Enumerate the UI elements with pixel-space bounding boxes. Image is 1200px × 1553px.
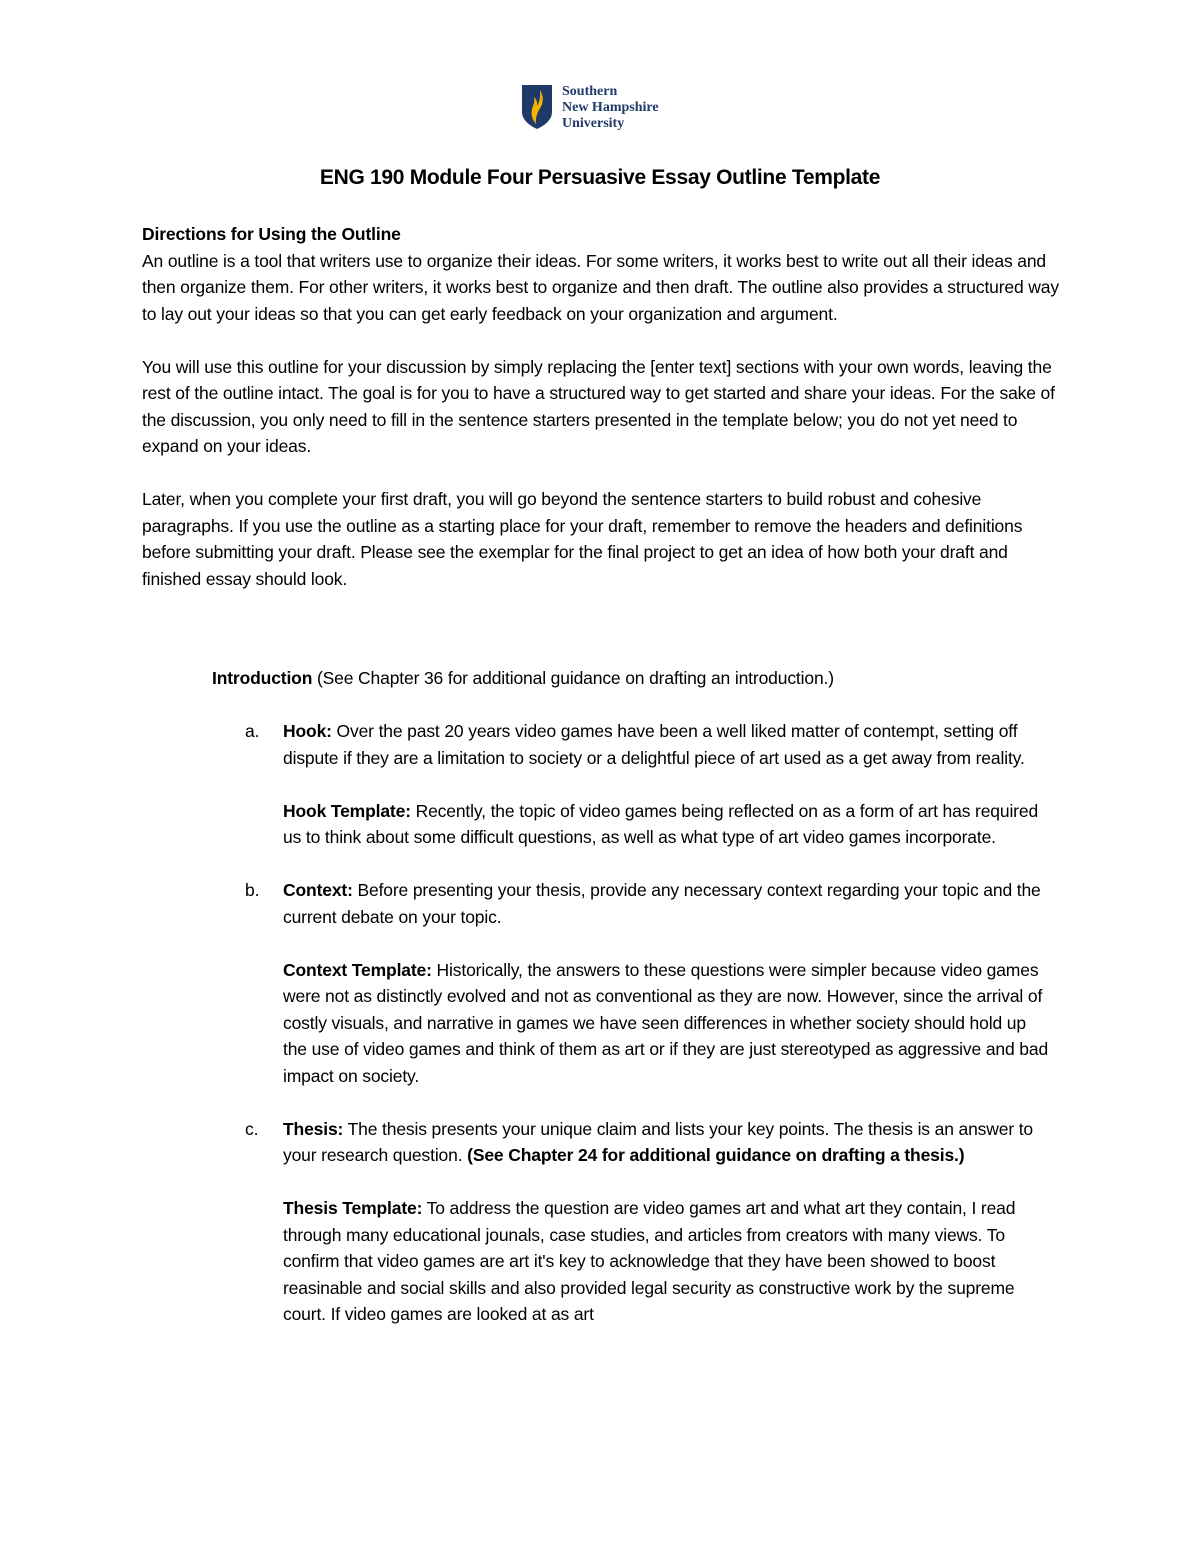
logo-line-1: Southern (562, 84, 618, 99)
context-template-label: Context Template: (283, 959, 432, 980)
logo-line-2: New Hampshire (562, 100, 659, 115)
thesis-label: Thesis: (283, 1118, 344, 1139)
thesis-template-label: Thesis Template: (283, 1198, 423, 1218)
introduction-label: Introduction (212, 668, 313, 688)
logo-wordmark (562, 84, 659, 132)
context-text: Before presenting your thesis, provide any necessary context regarding your topic and the current debate on your topic. (283, 880, 1041, 927)
hook-text: Over the past 20 years video games have been a well liked matter of contempt, setting off dispute if they are a limitation to society or a delightful piece of art used as a get away from reality. (283, 721, 1025, 768)
list-marker: b. (245, 880, 260, 900)
list-marker: c. (245, 1118, 259, 1139)
context-label: Context: (283, 880, 353, 900)
context-paragraph (283, 877, 1053, 930)
directions-heading: Directions for Using the Outline (142, 224, 401, 244)
hook-template-paragraph (283, 798, 1053, 851)
hook-template-label: Hook Template: (283, 800, 411, 821)
university-logo (521, 84, 691, 134)
hook-paragraph (283, 718, 1053, 771)
introduction-note: (See Chapter 36 for additional guidance on drafting an introduction.) (312, 668, 834, 688)
directions-paragraph: You will use this outline for your discussion by simply replacing the [enter text] sections with your own words, leaving the rest of the outline intact. The goal is for you to have a structured way to get started and share your ideas. For the sake of the discussion, you only need to fill in the sentence starters presented in the template below; you do not yet need to expand on your ideas. (142, 356, 1055, 456)
page-title: ENG 190 Module Four Persuasive Essay Outline Template (319, 166, 881, 189)
thesis-template-paragraph (283, 1195, 1053, 1328)
list-marker: a. (245, 721, 260, 741)
outline-item-thesis (245, 1116, 1060, 1328)
shield-flame-icon (521, 84, 553, 130)
thesis-template-text: To address the question are video games art and what art they contain, I read through many educational jounals, case studies, and articles from creators with many views. To confirm that video games are art it's key to acknowledge that they have been showed to boost reasinable and social skills and also provided legal security as constructive work by the supreme court. If video games are looked at as art (283, 1198, 1016, 1324)
introduction-heading (212, 665, 1062, 692)
directions-paragraph: Later, when you complete your first draft, you will go beyond the sentence starters to build robust and cohesive paragraphs. If you use the outline as a starting place for your draft, remember to remove the headers and definitions before submitting your draft. Please see the exemplar for the final project to get an idea of how both your draft and finished essay should look. (142, 489, 1023, 589)
outline-list (245, 718, 1060, 1354)
outline-item-context (245, 877, 1060, 1089)
hook-label: Hook: (283, 721, 332, 741)
thesis-text: The thesis presents your unique claim and lists your key points. The thesis is an answer to your research question. (283, 1118, 1034, 1165)
thesis-chapter-note: (See Chapter 24 for additional guidance on drafting a thesis.) (467, 1145, 965, 1165)
logo-line-3: University (562, 116, 625, 131)
hook-template-text: Recently, the topic of video games being reflected on as a form of art has required us to think about some difficult questions, as well as what type of art video games incorporate. (283, 800, 1039, 847)
thesis-paragraph (283, 1116, 1053, 1169)
outline-item-hook (245, 718, 1060, 851)
directions-paragraph: An outline is a tool that writers use to organize their ideas. For some writers, it works best to write out all their ideas and then organize them. For other writers, it works best to organize and then draft. The outline also provides a structured way to lay out your ideas so that you can get early feedback on your organization and argument. (142, 250, 1059, 324)
context-template-text: Historically, the answers to these questions were simpler because video games were not as distinctly evolved and not as conventional as they are now. However, since the arrival of costly visuals, and narrative in games we have seen differences in whether society should hold up the use of video games and think of them as art or if they are just stereotyped as aggressive and bad impact on society. (283, 959, 1049, 1086)
directions-section (142, 221, 1062, 619)
context-template-paragraph (283, 957, 1053, 1090)
